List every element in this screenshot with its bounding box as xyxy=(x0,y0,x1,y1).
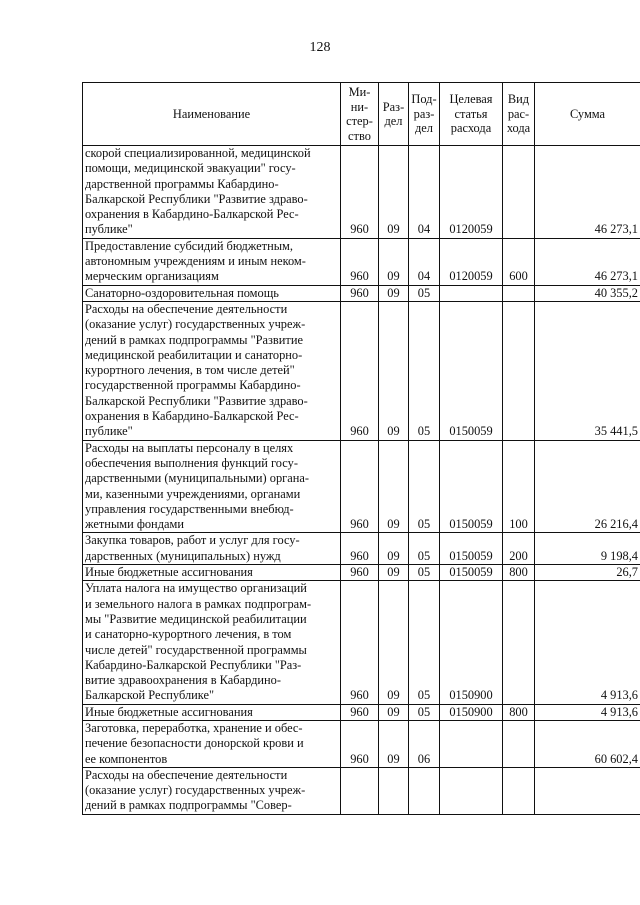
row-sum-cell: 46 273,1 xyxy=(535,238,640,285)
row-sum-cell: 35 441,5 xyxy=(535,301,640,440)
row-sum-cell: 26,7 xyxy=(535,565,640,581)
row-target-cell xyxy=(440,285,503,301)
row-section-cell: 09 xyxy=(379,704,409,720)
row-subsection-cell: 05 xyxy=(409,581,440,704)
row-section-cell: 09 xyxy=(379,565,409,581)
header-ministry: Ми- ни- стер- ство xyxy=(341,83,379,146)
row-section-cell xyxy=(379,767,409,814)
row-target-cell: 0120059 xyxy=(440,238,503,285)
row-target-cell: 0150059 xyxy=(440,533,503,565)
row-name-cell: Предоставление субсидий бюджетным, автономным учреждениям и иным неком- мерческим организациям xyxy=(83,238,341,285)
row-section-cell: 09 xyxy=(379,301,409,440)
row-ministry-cell: 960 xyxy=(341,720,379,767)
row-subsection-cell: 05 xyxy=(409,533,440,565)
row-target-cell: 0150059 xyxy=(440,440,503,533)
row-sum-cell: 9 198,4 xyxy=(535,533,640,565)
row-ministry-cell: 960 xyxy=(341,533,379,565)
row-subsection-cell: 05 xyxy=(409,440,440,533)
table-row xyxy=(83,533,640,565)
row-section-cell: 09 xyxy=(379,581,409,704)
row-name-cell: Расходы на выплаты персоналу в целях обеспечения выполнения функций госу- дарственными (муниципальными) органа- ми, казенными учреждениями, органами управления государственными внебюд- жетными фондами xyxy=(83,440,341,533)
row-type-cell: 600 xyxy=(503,238,535,285)
row-target-cell: 0120059 xyxy=(440,146,503,239)
row-section-cell: 09 xyxy=(379,533,409,565)
row-subsection-cell: 04 xyxy=(409,238,440,285)
row-ministry-cell: 960 xyxy=(341,238,379,285)
row-type-cell xyxy=(503,285,535,301)
row-ministry-cell: 960 xyxy=(341,565,379,581)
header-type: Вид рас- хода xyxy=(503,83,535,146)
row-sum-cell: 4 913,6 xyxy=(535,581,640,704)
row-target-cell: 0150059 xyxy=(440,565,503,581)
row-sum-cell xyxy=(535,767,640,814)
row-subsection-cell xyxy=(409,767,440,814)
row-type-cell xyxy=(503,301,535,440)
row-name-cell: скорой специализированной, медицинской помощи, медицинской эвакуации" госу- дарственной программы Кабардино- Балкарской Республики "Развитие здраво- охранения в Кабардино-Балкарской Рес- публике" xyxy=(83,146,341,239)
row-name-cell: Расходы на обеспечение деятельности (оказание услуг) государственных учреж- дений в рамках подпрограммы "Развитие медицинской реабилитации и санаторно- курортного лечения, в том числе детей" государственной программы Кабардино- Балкарской Республики "Развитие здраво- охранения в Кабардино-Балкарской Рес- публике" xyxy=(83,301,341,440)
table-row xyxy=(83,565,640,581)
row-target-cell xyxy=(440,767,503,814)
table-row xyxy=(83,720,640,767)
row-subsection-cell: 05 xyxy=(409,565,440,581)
row-target-cell: 0150900 xyxy=(440,704,503,720)
row-target-cell xyxy=(440,720,503,767)
row-sum-cell: 26 216,4 xyxy=(535,440,640,533)
row-target-cell: 0150900 xyxy=(440,581,503,704)
row-section-cell: 09 xyxy=(379,285,409,301)
row-type-cell: 200 xyxy=(503,533,535,565)
row-target-cell: 0150059 xyxy=(440,301,503,440)
row-type-cell xyxy=(503,767,535,814)
row-name-cell: Заготовка, переработка, хранение и обес- печение безопасности донорской крови и ее компонентов xyxy=(83,720,341,767)
row-section-cell: 09 xyxy=(379,440,409,533)
table-row xyxy=(83,301,640,440)
page-number: 128 xyxy=(309,40,331,55)
row-ministry-cell: 960 xyxy=(341,301,379,440)
table-row xyxy=(83,767,640,814)
header-subsection: Под- раз- дел xyxy=(409,83,440,146)
header-section: Раз- дел xyxy=(379,83,409,146)
header-sum: Сумма xyxy=(535,83,640,146)
table-row xyxy=(83,238,640,285)
row-name-cell: Уплата налога на имущество организаций и земельного налога в рамках подпрограм- мы "Развитие медицинской реабилитации и санаторно-курортного лечения, в том числе детей" государственной программы Кабардино-Балкарской Республики "Раз- витие здравоохранения в Кабардино- Балкарской Республике" xyxy=(83,581,341,704)
row-name-cell: Закупка товаров, работ и услуг для госу- дарственных (муниципальных) нужд xyxy=(83,533,341,565)
row-sum-cell: 40 355,2 xyxy=(535,285,640,301)
row-subsection-cell: 05 xyxy=(409,704,440,720)
table-row xyxy=(83,146,640,239)
row-ministry-cell: 960 xyxy=(341,581,379,704)
row-type-cell: 800 xyxy=(503,704,535,720)
table-header-row xyxy=(83,83,640,146)
row-type-cell xyxy=(503,720,535,767)
row-type-cell xyxy=(503,146,535,239)
row-ministry-cell: 960 xyxy=(341,285,379,301)
row-section-cell: 09 xyxy=(379,238,409,285)
row-type-cell: 100 xyxy=(503,440,535,533)
row-sum-cell: 4 913,6 xyxy=(535,704,640,720)
row-subsection-cell: 06 xyxy=(409,720,440,767)
header-name: Наименование xyxy=(83,83,341,146)
table-row xyxy=(83,440,640,533)
row-subsection-cell: 05 xyxy=(409,301,440,440)
budget-table xyxy=(82,82,640,815)
table-body xyxy=(83,146,640,815)
row-sum-cell: 46 273,1 xyxy=(535,146,640,239)
row-subsection-cell: 04 xyxy=(409,146,440,239)
row-ministry-cell: 960 xyxy=(341,704,379,720)
row-section-cell: 09 xyxy=(379,720,409,767)
table-row xyxy=(83,704,640,720)
row-subsection-cell: 05 xyxy=(409,285,440,301)
row-name-cell: Расходы на обеспечение деятельности (оказание услуг) государственных учреж- дений в рамках подпрограммы "Совер- xyxy=(83,767,341,814)
row-type-cell: 800 xyxy=(503,565,535,581)
row-name-cell: Иные бюджетные ассигнования xyxy=(83,565,341,581)
table-row xyxy=(83,581,640,704)
row-ministry-cell xyxy=(341,767,379,814)
row-ministry-cell: 960 xyxy=(341,440,379,533)
row-section-cell: 09 xyxy=(379,146,409,239)
row-name-cell: Санаторно-оздоровительная помощь xyxy=(83,285,341,301)
row-type-cell xyxy=(503,581,535,704)
row-sum-cell: 60 602,4 xyxy=(535,720,640,767)
header-target: Целевая статья расхода xyxy=(440,83,503,146)
row-ministry-cell: 960 xyxy=(341,146,379,239)
row-name-cell: Иные бюджетные ассигнования xyxy=(83,704,341,720)
table-row xyxy=(83,285,640,301)
